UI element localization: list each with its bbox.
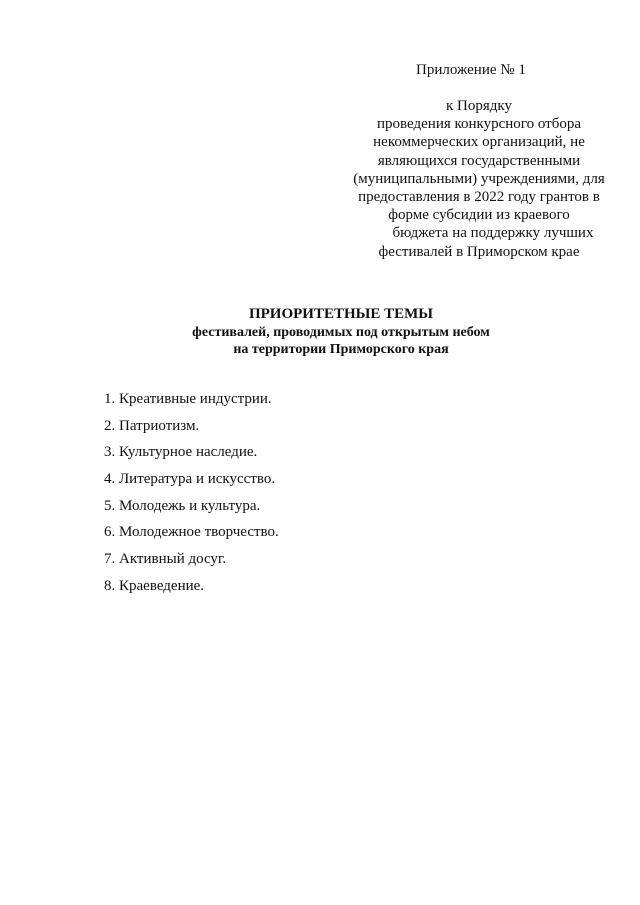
list-item: 3. Культурное наследие. — [104, 444, 258, 461]
list-item: 2. Патриотизм. — [104, 417, 200, 434]
list-item: 1. Креативные индустрии. — [104, 391, 272, 407]
appendix-title: Приложение № 1 — [416, 62, 526, 78]
list-item: 5. Молодежь и культура. — [104, 497, 261, 514]
heading-subtitle-line-2: на территории Приморского края — [233, 342, 449, 357]
heading-title: ПРИОРИТЕТНЫЕ ТЕМЫ — [248, 306, 434, 322]
appendix-line: некоммерческих организаций, не — [373, 134, 585, 151]
appendix-line: бюджета на поддержку лучших — [392, 225, 594, 242]
list-item: 7. Активный досуг. — [104, 551, 227, 568]
list-item: 4. Литература и искусство. — [104, 471, 276, 488]
appendix-line: предоставления в 2022 году грантов в — [358, 189, 600, 206]
list-item: 8. Краеведение. — [104, 577, 205, 594]
appendix-line: (муниципальными) учреждениями, для — [353, 170, 605, 187]
appendix-line: фестивалей в Приморском крае — [378, 243, 580, 260]
document-heading — [100, 305, 582, 358]
appendix-reference — [322, 97, 636, 261]
heading-subtitle-line-1: фестивалей, проводимых под открытым небом — [192, 325, 490, 340]
list-item: 6. Молодежное творчество. — [104, 524, 279, 541]
appendix-line: являющихся государственными — [377, 152, 581, 169]
appendix-line: к Порядку — [446, 98, 512, 114]
priority-topics-list — [104, 390, 279, 604]
appendix-line: проведения конкурсного отбора — [377, 116, 581, 133]
appendix-line: форме субсидии из краевого — [388, 207, 570, 224]
